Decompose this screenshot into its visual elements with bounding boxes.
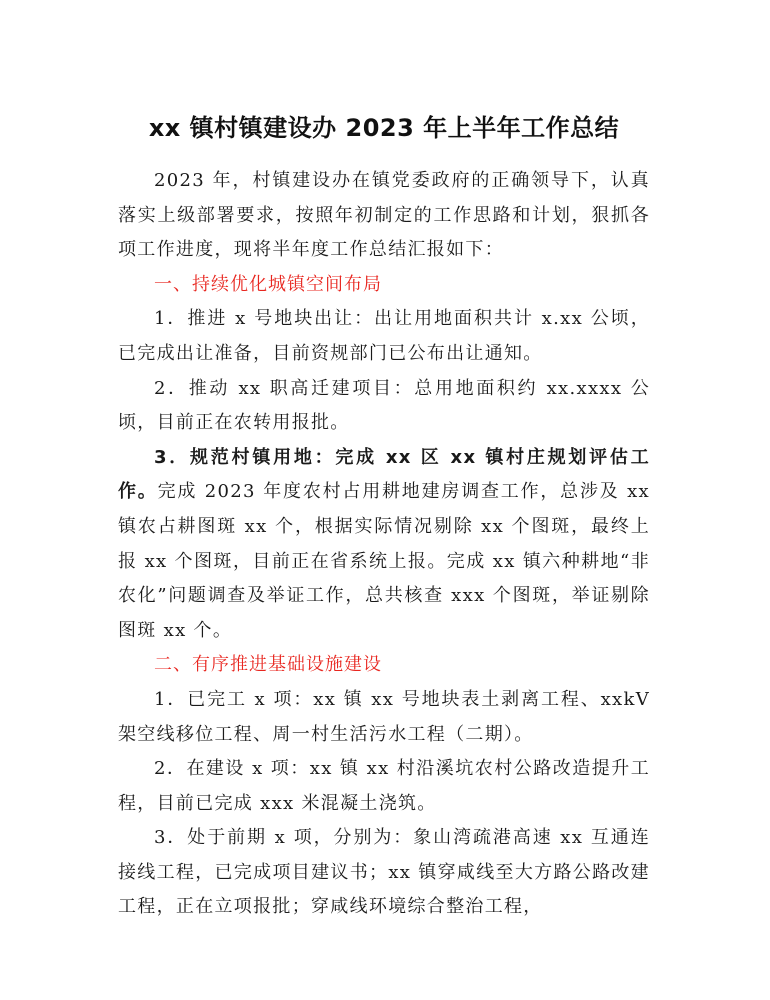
section1-item-1: 1．推进 x 号地块出让：出让用地面积共计 x.xx 公顷，已完成出让准备，目前资规部门已公布出让通知。 <box>118 308 650 364</box>
section1-item-3-body: 完成 2023 年度农村占用耕地建房调查工作，总涉及 xx 镇农占耕图斑 xx 个，根据实际情况剔除 xx 个图斑，最终上报 xx 个图斑，目前正在省系统上报。完成 xx 镇六种耕地“非农化”问题调查及举证工作，总共核查 xxx 个图斑，举证剔除图斑 xx 个。 <box>118 481 650 641</box>
section2-item-2: 2．在建设 x 项：xx 镇 xx 村沿溪坑农村公路改造提升工程，目前已完成 xxx 米混凝土浇筑。 <box>118 758 650 814</box>
section1-item-2: 2．推动 xx 职高迁建项目：总用地面积约 xx.xxxx 公顷，目前正在农转用报批。 <box>118 377 650 434</box>
section-heading-2: 二、有序推进基础设施建设 <box>154 654 382 676</box>
section1-item-3 <box>118 441 650 649</box>
section-heading-1: 一、持续优化城镇空间布局 <box>154 273 382 295</box>
section2-item-3: 3．处于前期 x 项，分别为：象山湾疏港高速 xx 互通连接线工程，已完成项目建议书；xx 镇穿咸线至大方路公路改建工程，正在立项报批；穿咸线环境综合整治工程， <box>118 827 650 918</box>
intro-paragraph: 2023 年，村镇建设办在镇党委政府的正确领导下，认真落实上级部署要求，按照年初制定的工作思路和计划，狠抓各项工作进度，现将半年度工作总结汇报如下： <box>118 170 650 261</box>
document-title: xx 镇村镇建设办 2023 年上半年工作总结 <box>148 114 620 142</box>
section2-item-1: 1．已完工 x 项：xx 镇 xx 号地块表土剥离工程、xxkV 架空线移位工程、周一村生活污水工程（二期）。 <box>118 688 650 745</box>
section1-item-3-lead: 3．规范村镇用地：完成 xx 区 xx 镇村庄规划评估工作。 <box>118 446 650 503</box>
